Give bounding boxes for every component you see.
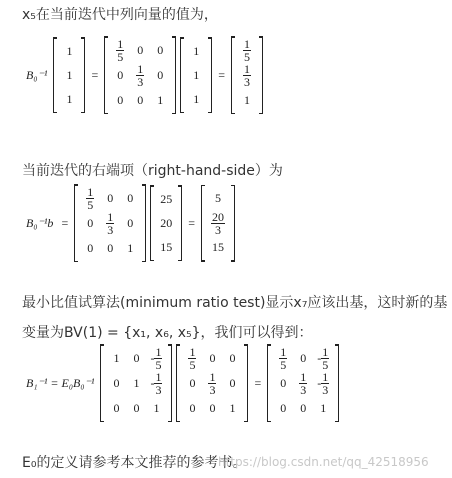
matrix-cell: $\frac{1}{5}$ [117, 37, 124, 64]
matrix-cell: 1 [66, 91, 73, 106]
eq2-lhs: B₀⁻¹b [26, 215, 54, 230]
matrix-cell: 1 [157, 92, 164, 107]
matrix-cell: 0 [280, 376, 287, 390]
eq3-lhs: B₁⁻¹ = E₀B₀⁻¹ [26, 375, 95, 390]
matrix-cell: 0 [127, 191, 134, 205]
matrix-cell: 1 [244, 92, 250, 107]
matrix-cell: $\frac{1}{3}$ [209, 370, 216, 397]
matrix-cell: 1 [127, 240, 134, 255]
matrix-cell: 0 [280, 400, 287, 415]
matrix-cell: 1 [133, 376, 140, 390]
eq2-b-vector [150, 185, 182, 261]
equation-2 [26, 184, 235, 262]
matrix-cell: 0 [113, 376, 120, 390]
matrix-cell: 25 [160, 191, 173, 206]
equals-sign: = [61, 215, 69, 230]
eq1-result-vector [231, 36, 263, 114]
eq3-result-matrix [267, 344, 339, 422]
eq2-binv-matrix [74, 184, 146, 262]
matrix-cell: 0 [189, 400, 196, 415]
matrix-cell: 0 [107, 240, 114, 255]
matrix-cell: 0 [117, 68, 124, 82]
eq2-result-vector [201, 185, 235, 262]
matrix-cell: 0 [209, 400, 216, 415]
matrix-cell: 0 [133, 400, 140, 415]
matrix-cell: $\frac{20}{3}$ [212, 209, 224, 237]
ratio-test-line-2: 变量为BV(1) = {x₁, x₆, x₅}，我们可以得到： [22, 325, 313, 341]
matrix-cell: $\frac{1}{3}$ [107, 210, 114, 237]
matrix-cell: 0 [157, 43, 164, 57]
eq3-binv-matrix [176, 344, 248, 422]
matrix-cell: 1 [66, 67, 73, 82]
eq1-lhs: B₀⁻¹ [26, 67, 48, 82]
eq1-vector-ones [53, 37, 85, 113]
footer-text: E₀的定义请参考本文推荐的参考书。 [22, 455, 247, 471]
matrix-cell: $\frac{1}{5}$ [87, 185, 94, 212]
equals-sign: = [254, 375, 262, 390]
matrix-cell: - $\frac{1}{3}$ [150, 370, 162, 397]
matrix-cell: 15 [160, 239, 173, 254]
matrix-cell: 0 [300, 400, 307, 415]
equals-sign: = [91, 67, 99, 82]
eq1-binv-matrix [104, 36, 176, 114]
matrix-cell: 1 [153, 400, 160, 415]
matrix-cell: $\frac{1}{3}$ [300, 370, 307, 397]
matrix-cell: 0 [229, 351, 236, 365]
matrix-cell: 1 [193, 91, 200, 106]
matrix-cell: 0 [229, 376, 236, 390]
ratio-test-line-1: 最小比值试算法(minimum ratio test)显示x₇应该出基，这时新的基 [22, 295, 448, 311]
eq1-multiplier-vector [180, 37, 212, 113]
matrix-cell: 0 [113, 400, 120, 415]
matrix-cell: 0 [133, 351, 140, 365]
matrix-cell: 1 [193, 43, 200, 58]
matrix-cell: 1 [229, 400, 236, 415]
matrix-cell: $\frac{1}{5}$ [244, 37, 250, 64]
equation-3 [26, 344, 339, 422]
matrix-cell: $\frac{1}{5}$ [280, 345, 287, 372]
matrix-cell: 15 [212, 240, 224, 254]
matrix-cell: 0 [300, 351, 307, 365]
matrix-cell: 0 [87, 240, 94, 255]
matrix-cell: 0 [189, 376, 196, 390]
equation-1 [26, 36, 263, 114]
matrix-cell: 0 [209, 351, 216, 365]
matrix-cell: 0 [157, 68, 164, 82]
matrix-cell: 5 [215, 191, 221, 205]
intro-text: x₅在当前迭代中列向量的值为， [22, 7, 218, 23]
watermark: https://blog.csdn.net/qq_42518956 [218, 455, 429, 469]
matrix-cell: - $\frac{1}{3}$ [317, 370, 329, 397]
matrix-cell: $\frac{1}{3}$ [137, 62, 144, 89]
matrix-cell: $\frac{1}{3}$ [244, 62, 250, 89]
matrix-cell: 1 [320, 400, 327, 415]
matrix-cell: 0 [137, 43, 144, 57]
matrix-cell: 0 [127, 216, 134, 230]
matrix-cell: 1 [113, 351, 120, 365]
matrix-cell: 0 [117, 92, 124, 107]
eq3-e0-matrix [100, 344, 172, 422]
matrix-cell: - $\frac{1}{5}$ [317, 345, 329, 372]
matrix-cell: 1 [66, 43, 73, 58]
matrix-cell: $\frac{1}{5}$ [189, 345, 196, 372]
equals-sign: = [188, 215, 195, 230]
matrix-cell: 0 [107, 191, 114, 205]
matrix-cell: 1 [193, 67, 200, 82]
rhs-intro-text: 当前迭代的右端项（right-hand-side）为 [22, 163, 283, 179]
matrix-cell: 20 [160, 215, 173, 230]
matrix-cell: 0 [87, 216, 94, 230]
matrix-cell: - $\frac{1}{5}$ [150, 345, 162, 372]
equals-sign: = [218, 67, 225, 82]
matrix-cell: 0 [137, 92, 144, 107]
